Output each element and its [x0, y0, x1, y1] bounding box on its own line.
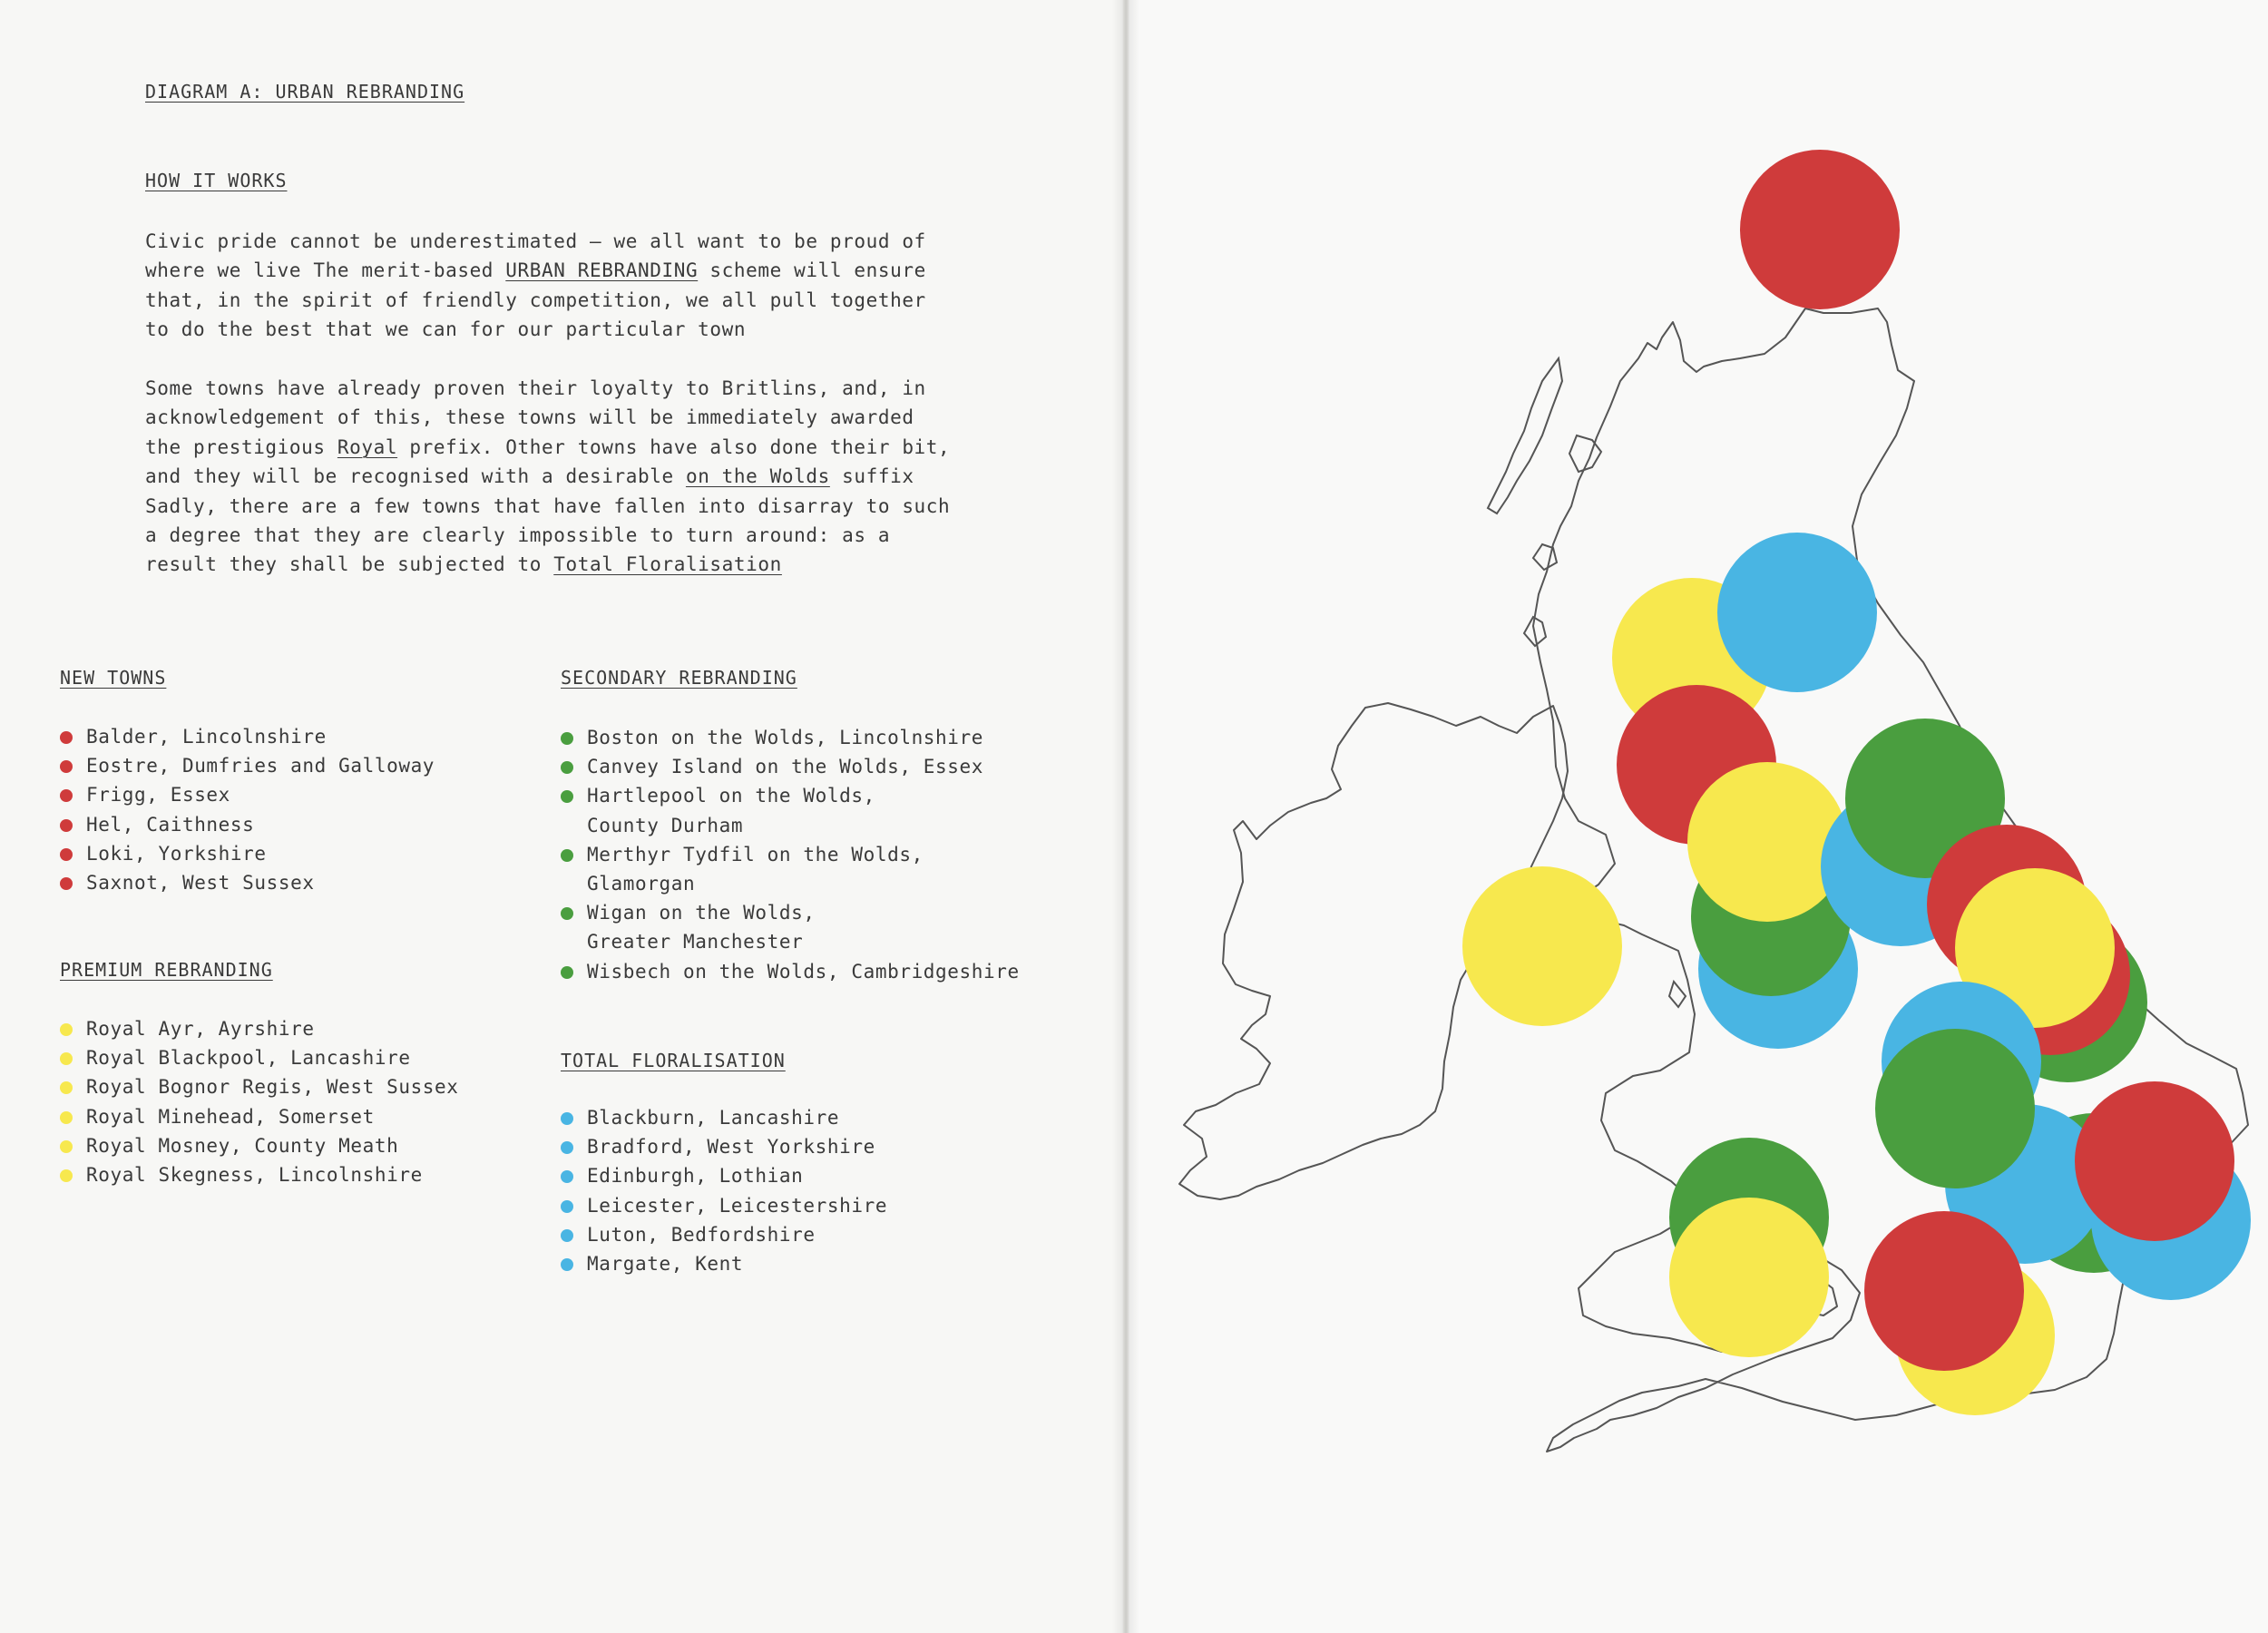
list-item: Boston on the Wolds, Lincolnshire — [561, 723, 1020, 752]
town-circle-edinburgh — [1717, 533, 1877, 692]
list-item: Frigg, Essex — [60, 780, 435, 809]
hebrides-coastline — [1488, 358, 1562, 513]
list-item: Wigan on the Wolds, Greater Manchester — [561, 898, 1020, 956]
book-gutter — [1112, 0, 1139, 1633]
total-floralisation-term: Total Floralisation — [553, 553, 782, 576]
list-item: Hartlepool on the Wolds, County Durham — [561, 781, 1020, 839]
list-item: Eostre, Dumfries and Galloway — [60, 751, 435, 780]
secondary-rebranding-heading: SECONDARY REBRANDING — [561, 667, 797, 689]
list-item: Royal Blackpool, Lancashire — [60, 1043, 459, 1072]
list-item: Royal Bognor Regis, West Sussex — [60, 1072, 459, 1101]
list-item: Margate, Kent — [561, 1249, 887, 1278]
list-item: Merthyr Tydfil on the Wolds, Glamorgan — [561, 840, 1020, 898]
explanation-text-2: prefix. Other towns have also done their bit, and they will be recognised with a desirable — [145, 435, 951, 488]
list-item: Royal Minehead, Somerset — [60, 1102, 459, 1131]
list-item: Saxnot, West Sussex — [60, 868, 435, 897]
town-circle-hel-caithness — [1740, 150, 1900, 309]
list-item: Wisbech on the Wolds, Cambridgeshire — [561, 957, 1020, 986]
town-circle-canvey-island — [1875, 1029, 2035, 1188]
premium-rebranding-heading: PREMIUM REBRANDING — [60, 959, 273, 981]
explanation-text-1: Some towns have already proven their loyalty to Britlins, and, in acknowledgement of this, these towns will be immediately awarded the prestigious — [145, 377, 926, 458]
urban-rebranding-term: URBAN REBRANDING — [505, 259, 699, 282]
total-floralisation-heading: TOTAL FLORALISATION — [561, 1050, 786, 1071]
town-circle-royal-minehead — [1669, 1198, 1829, 1357]
list-item: Royal Skegness, Lincolnshire — [60, 1160, 459, 1189]
list-item: Luton, Bedfordshire — [561, 1220, 887, 1249]
list-item: Loki, Yorkshire — [60, 839, 435, 868]
intro-text-1: Civic pride cannot be underestimated – we all want to be proud of where we live The merit-based — [145, 230, 926, 282]
town-circle-royal-mosney — [1462, 866, 1622, 1026]
explanation-text-3: suffix Sadly, there are a few towns that have fallen into disarray to such a degree that they are clearly impossible to turn around: as a result they shall be subjected to — [145, 465, 951, 576]
list-item: Royal Ayr, Ayrshire — [60, 1014, 459, 1043]
list-item: Balder, Lincolnshire — [60, 722, 435, 751]
list-item: Royal Mosney, County Meath — [60, 1131, 459, 1160]
town-circle-frigg-essex — [2075, 1081, 2234, 1241]
on-the-wolds-term: on the Wolds — [685, 465, 830, 488]
list-item: Bradford, West Yorkshire — [561, 1132, 887, 1161]
list-item: Blackburn, Lancashire — [561, 1103, 887, 1132]
isle-of-man-coastline — [1669, 982, 1686, 1007]
town-circles — [1462, 150, 2251, 1415]
mull-coastline — [1533, 544, 1557, 570]
town-circle-royal-blackpool — [1687, 762, 1847, 922]
list-item: Canvey Island on the Wolds, Essex — [561, 752, 1020, 781]
diagram-title: DIAGRAM A: URBAN REBRANDING — [145, 81, 465, 103]
intro-text-2: scheme will ensure that, in the spirit of friendly competition, we all pull together to do the best that we can for our particular town — [145, 259, 926, 341]
list-item: Hel, Caithness — [60, 810, 435, 839]
new-towns-heading: NEW TOWNS — [60, 667, 167, 689]
how-it-works-heading: HOW IT WORKS — [145, 170, 288, 191]
town-circle-saxnot-west-sussex — [1864, 1211, 2024, 1371]
list-item: Edinburgh, Lothian — [561, 1161, 887, 1190]
royal-term: Royal — [337, 435, 398, 458]
list-item: Leicester, Leicestershire — [561, 1191, 887, 1220]
